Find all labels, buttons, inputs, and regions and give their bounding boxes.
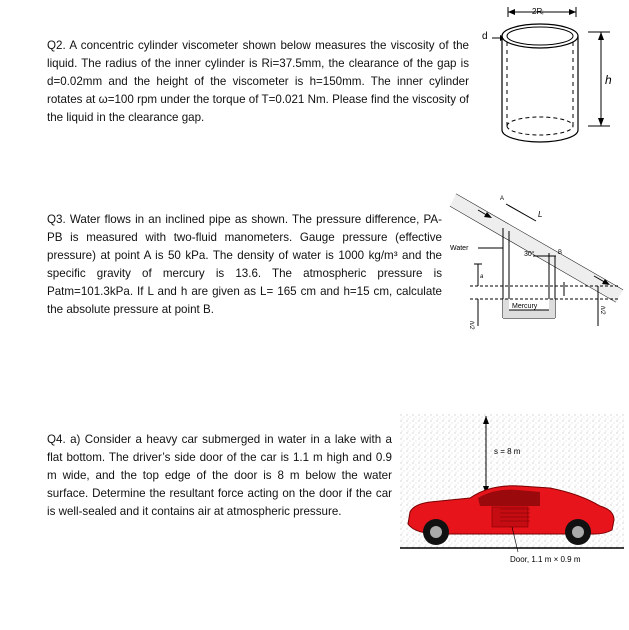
label-h2-left: h/2: [468, 321, 474, 330]
label-depth: s = 8 m: [494, 447, 521, 456]
label-angle: 30°: [524, 251, 535, 258]
question-4-number: Q4. a): [47, 433, 81, 446]
label-b: B: [558, 250, 563, 256]
label-water: Water: [450, 245, 469, 252]
question-3-text: Water flows in an inclined pipe as shown. The pressure difference, PA-PB is measured with two-fluid manometers. Gauge pressure (effective pressure) at point A is 50 kPa. The density of water is 1000 kg/m³ and the specific gravity of mercury is 13.6. The atmospheric pressure is Patm=101.3kPa. If L and h are given as L= 165 cm and h=15 cm, calculate the absolute pressure at point B.: [47, 213, 442, 316]
question-4: [47, 431, 392, 521]
label-d: d: [482, 31, 488, 42]
label-2ri: 2Rᵢ: [532, 7, 544, 16]
label-l: L: [538, 210, 543, 219]
label-h2-right: h/2: [599, 306, 605, 315]
question-3-number: Q3.: [47, 213, 66, 226]
question-4-text: Consider a heavy car submerged in water in a lake with a flat bottom. The driver’s side door of the car is 1.1 m high and 0.9 m wide, and the top edge of the door is 8 m below the water surface. Determine the resultant force acting on the door if the car is well-sealed and it contains air at atmospheric pressure.: [47, 433, 392, 518]
inclined-pipe-figure: [448, 186, 628, 336]
viscometer-figure: [470, 2, 625, 162]
label-a: A: [500, 196, 505, 202]
question-2-text: A concentric cylinder viscometer shown below measures the viscosity of the liquid. The radius of the inner cylinder is Ri=37.5mm, the clearance of the gap is d=0.02mm and the height of the viscometer is h=150mm. The inner cylinder rotates at ω=100 rpm under the torque of T=0.021 Nm. Please find the viscosity of the liquid in the clearance gap.: [47, 39, 469, 124]
label-h: h: [605, 73, 612, 87]
label-a-small: a: [480, 274, 484, 280]
question-3: [47, 211, 442, 319]
question-2: [47, 37, 469, 127]
label-door: Door, 1.1 m × 0.9 m: [510, 555, 581, 564]
submerged-car-figure: [400, 414, 624, 570]
question-2-number: Q2.: [47, 39, 66, 52]
label-mercury: Mercury: [512, 303, 538, 310]
